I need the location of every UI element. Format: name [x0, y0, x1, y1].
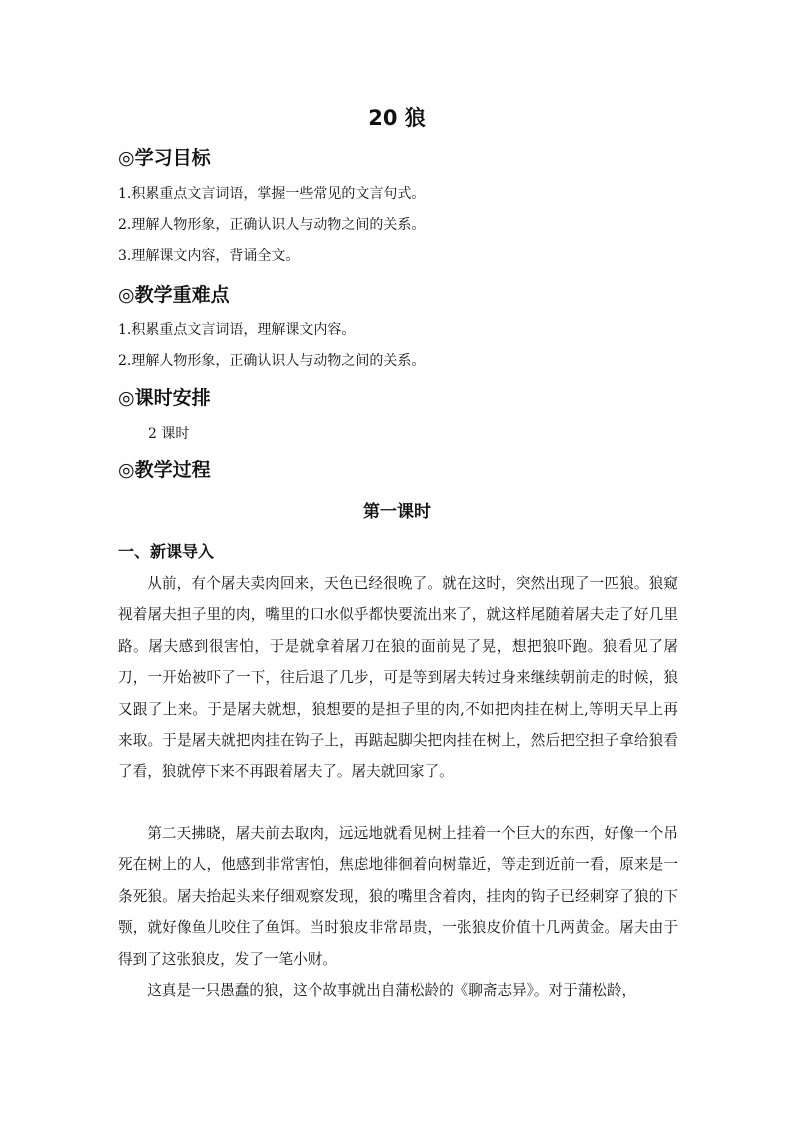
objective-item-2: 2.理解人物形象，正确认识人与动物之间的关系。 — [118, 217, 426, 233]
lesson-title: 第一课时 — [363, 502, 431, 522]
heading-learning-objectives: ◎学习目标 — [118, 147, 211, 169]
key-point-item-2: 2.理解人物形象，正确认识人与动物之间的关系。 — [118, 353, 426, 369]
key-point-item-1: 1.积累重点文言词语，理解课文内容。 — [118, 322, 356, 338]
paragraph-1: 从前，有个屠夫卖肉回来，天色已经很晚了。就在这时，突然出现了一匹狼。狼窥视着屠夫担子里的肉，嘴里的口水似乎都快要流出来了，就这样尾随着屠夫走了好几里路。屠夫感到很害怕，于是就拿着屠刀在狼的面前晃了晃，想把狼吓跑。狼看见了屠刀，一开始被吓了一下，往后退了几步，可是等到屠夫转过身来继续朝前走的时候，狼又跟了上来。于是屠夫就想，狼想要的是担子里的肉,不如把肉挂在树上,等明天早上再来取。于是屠夫就把肉挂在钩子上，再踮起脚尖把肉挂在树上，然后把空担子拿给狼看了看，狼就停下来不再跟着屠夫了。屠夫就回家了。 — [118, 575, 678, 781]
heading-teaching-process: ◎教学过程 — [118, 459, 211, 481]
objective-item-3: 3.理解课文内容，背诵全文。 — [118, 248, 300, 264]
heading-schedule: ◎课时安排 — [118, 387, 211, 409]
heading-key-points: ◎教学重难点 — [118, 284, 230, 306]
document-title: 20 狼 — [368, 106, 426, 130]
objective-item-1: 1.积累重点文言词语，掌握一些常见的文言句式。 — [118, 186, 426, 202]
schedule-text: 2 课时 — [148, 426, 190, 442]
part-heading-introduction: 一、新课导入 — [118, 542, 215, 561]
paragraph-2: 第二天拂晓，屠夫前去取肉，远远地就看见树上挂着一个巨大的东西，好像一个吊死在树上的人，他感到非常害怕，焦虑地徘徊着向树靠近，等走到近前一看，原来是一条死狼。屠夫抬起头来仔细观察发现，狼的嘴里含着肉，挂肉的钩子已经刺穿了狼的下颚，就好像鱼儿咬住了鱼饵。当时狼皮非常昂贵，一张狼皮价值十几两黄金。屠夫由于得到了这张狼皮，发了一笔小财。 — [118, 825, 678, 968]
paragraph-3: 这真是一只愚蠢的狼，这个故事就出自蒲松龄的《聊斋志异》。对于蒲松龄， — [147, 982, 637, 999]
